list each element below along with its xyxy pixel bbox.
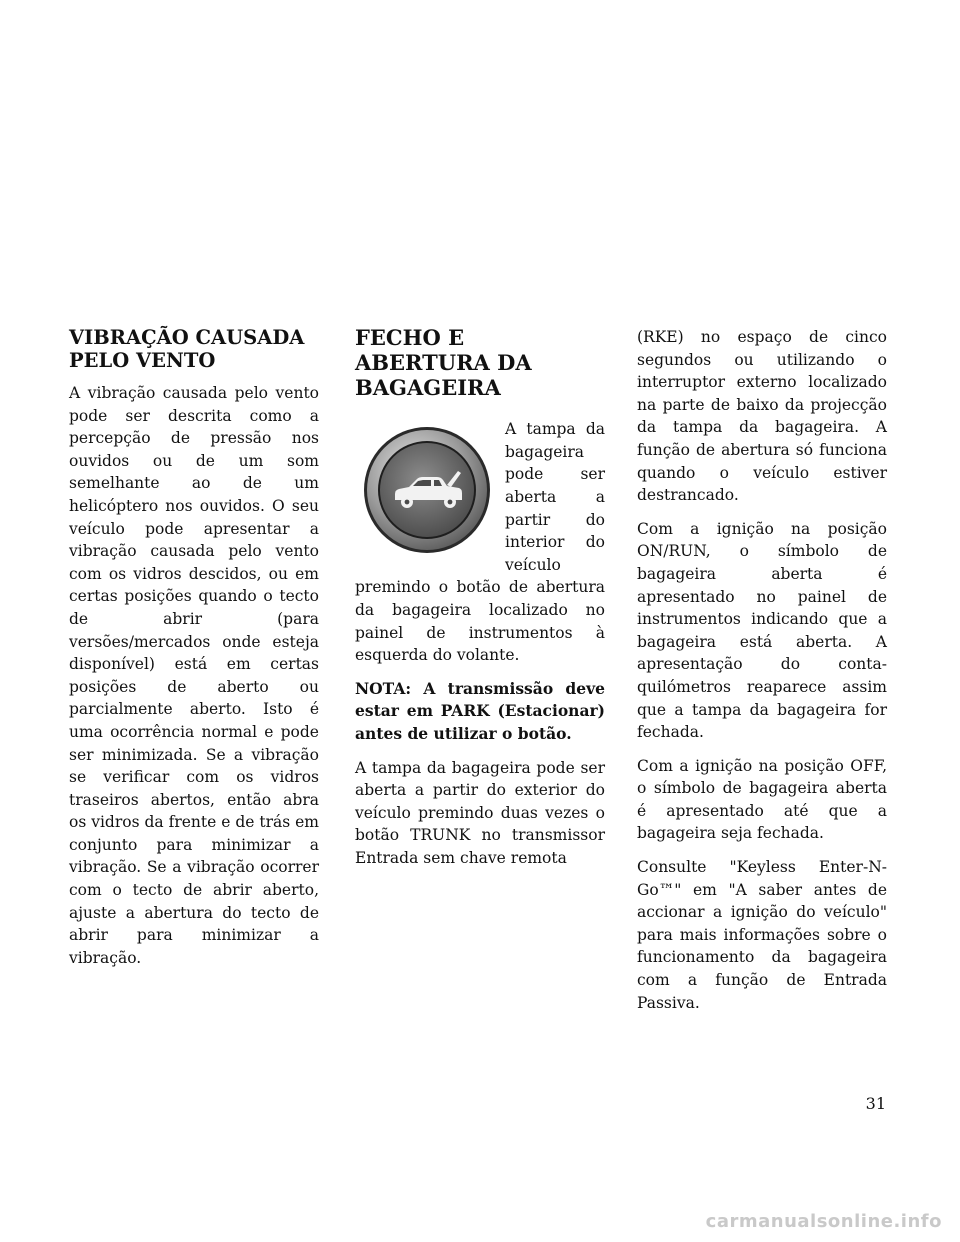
right-column	[637, 326, 887, 1025]
page-number: 31	[865, 1094, 886, 1113]
watermark: carmanualsonline.info	[705, 1211, 942, 1232]
trunk-lock-release-heading: FECHO E ABERTURA DA BAGAGEIRA	[355, 325, 532, 400]
ignition-on-paragraph: Com a ignição na posição ON/RUN, o símbolo de bagageira aberta é apresentado no painel de instrumentos indicando que a bagageira está aberta. A apresentação do conta-quilómetros reaparece assim que a tampa da bagageira for fechada.	[637, 519, 887, 742]
wind-buffeting-heading: VIBRAÇÃO CAUSADA PELO VENTO	[69, 326, 305, 372]
rke-release-paragraph: (RKE) no espaço de cinco segundos ou utilizando o interruptor externo localizado na parte de baixo da projecção da tampa da bagageira. A função de abertura só funciona quando o veículo estiver destrancado.	[637, 328, 887, 505]
keyless-reference-paragraph: Consulte "Keyless Enter-N-Go™" em "A saber antes de accionar a ignição do veículo" para mais informações sobre o funcionamento da bagageira com a função de Entrada Passiva.	[637, 858, 887, 1012]
trunk-release-button-icon	[361, 424, 493, 556]
left-column	[69, 322, 319, 980]
trunk-interior-release-paragraph: A tampa da bagageira pode ser aberta a partir do interior do veículo premindo o botão de abertura da bagageira localizado no painel de instrumentos à esquerda do volante.	[355, 420, 605, 665]
middle-column	[355, 322, 605, 881]
wind-buffeting-paragraph: A vibração causada pelo vento pode ser descrita como a percepção de pressão nos ouvidos ou de um som semelhante ao de um helicóptero nos ouvidos. O seu veículo pode apresentar a vibração causada pelo vento com os vidros descidos, ou em certas posições quando o tecto de abrir (para versões/mercados onde esteja disponível) está em certas posições de aberto ou parcialmente aberto. Isto é uma ocorrência normal e pode ser minimizada. Se a vibração se verificar com os vidros traseiros abertos, então abra os vidros da frente e de trás em conjunto para minimizar a vibração. Se a vibração ocorrer com o tecto de abrir aberto, ajuste a abertura do tecto de abrir para minimizar a vibração.	[69, 384, 319, 967]
ignition-off-paragraph: Com a ignição na posição OFF, o símbolo de bagageira aberta é apresentado até que a bagageira seja fechada.	[637, 756, 887, 843]
trunk-exterior-release-paragraph: A tampa da bagageira pode ser aberta a partir do exterior do veículo premindo duas vezes o botão TRUNK no transmissor Entrada sem chave remota	[355, 758, 605, 867]
transmission-note: NOTA: A transmissão deve estar em PARK (Estacionar) antes de utilizar o botão.	[355, 678, 605, 744]
